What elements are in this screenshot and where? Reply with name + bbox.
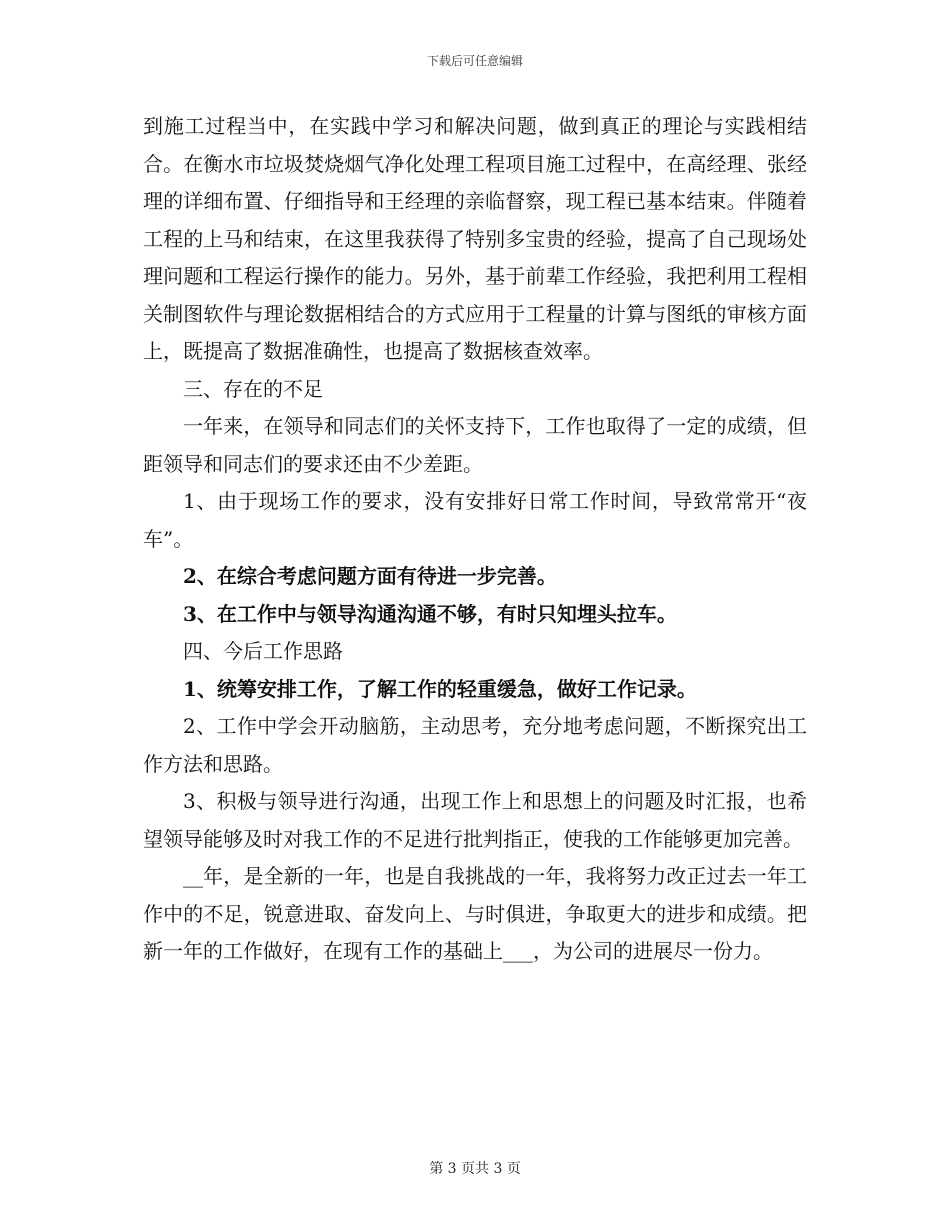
paragraph-continuation: 到施工过程当中，在实践中学习和解决问题，做到真正的理论与实践相结合。在衡水市垃圾焚烧烟气净化处理工程项目施工过程中，在高经理、张经理的详细布置、仔细指导和王经理的亲临督察，现工程已基本结束。伴随着工程的上马和结束，在这里我获得了特别多宝贵的经验，提高了自己现场处理问题和工程运行操作的能力。另外，基于前辈工作经验，我把利用工程相关制图软件与理论数据相结合的方式应用于工程量的计算与图纸的审核方面上，既提高了数据准确性，也提高了数据核查效率。 xyxy=(143,114,807,363)
list-item-shortcoming-1: 1、由于现场工作的要求，没有安排好日常工作时间，导致常常开“夜车”。 xyxy=(143,489,807,551)
list-item-plan-2: 2、工作中学会开动脑筋，主动思考，充分地考虑问题，不断探究出工作方法和思路。 xyxy=(143,714,807,776)
paragraph-shortcomings-intro: 一年来，在领导和同志们的关怀支持下，工作也取得了一定的成绩，但距领导和同志们的要求还由不少差距。 xyxy=(143,414,807,476)
list-item-shortcoming-3: 3、在工作中与领导沟通沟通不够，有时只知埋头拉车。 xyxy=(183,601,677,626)
page-footer: 第 3 页共 3 页 xyxy=(429,1161,521,1177)
list-item-plan-1: 1、统筹安排工作，了解工作的轻重缓急，做好工作记录。 xyxy=(183,676,697,701)
section-heading-shortcomings: 三、存在的不足 xyxy=(183,376,323,401)
document-body xyxy=(143,108,807,971)
list-item-plan-3: 3、积极与领导进行沟通，出现工作上和思想上的问题及时汇报，也希望领导能够及时对我工作的不足进行批判指正，使我的工作能够更加完善。 xyxy=(143,789,807,851)
list-item-shortcoming-2: 2、在综合考虑问题方面有待进一步完善。 xyxy=(183,564,557,588)
page-header: 下载后可任意编辑 xyxy=(426,54,523,68)
section-heading-future-plans: 四、今后工作思路 xyxy=(183,639,343,663)
paragraph-closing: __年，是全新的一年，也是自我挑战的一年，我将努力改正过去一年工作中的不足，锐意进取、奋发向上、与时俱进，争取更大的进步和成绩。把新一年的工作做好，在现有工作的基础上___，为公司的进展尽一份力。 xyxy=(143,864,807,963)
